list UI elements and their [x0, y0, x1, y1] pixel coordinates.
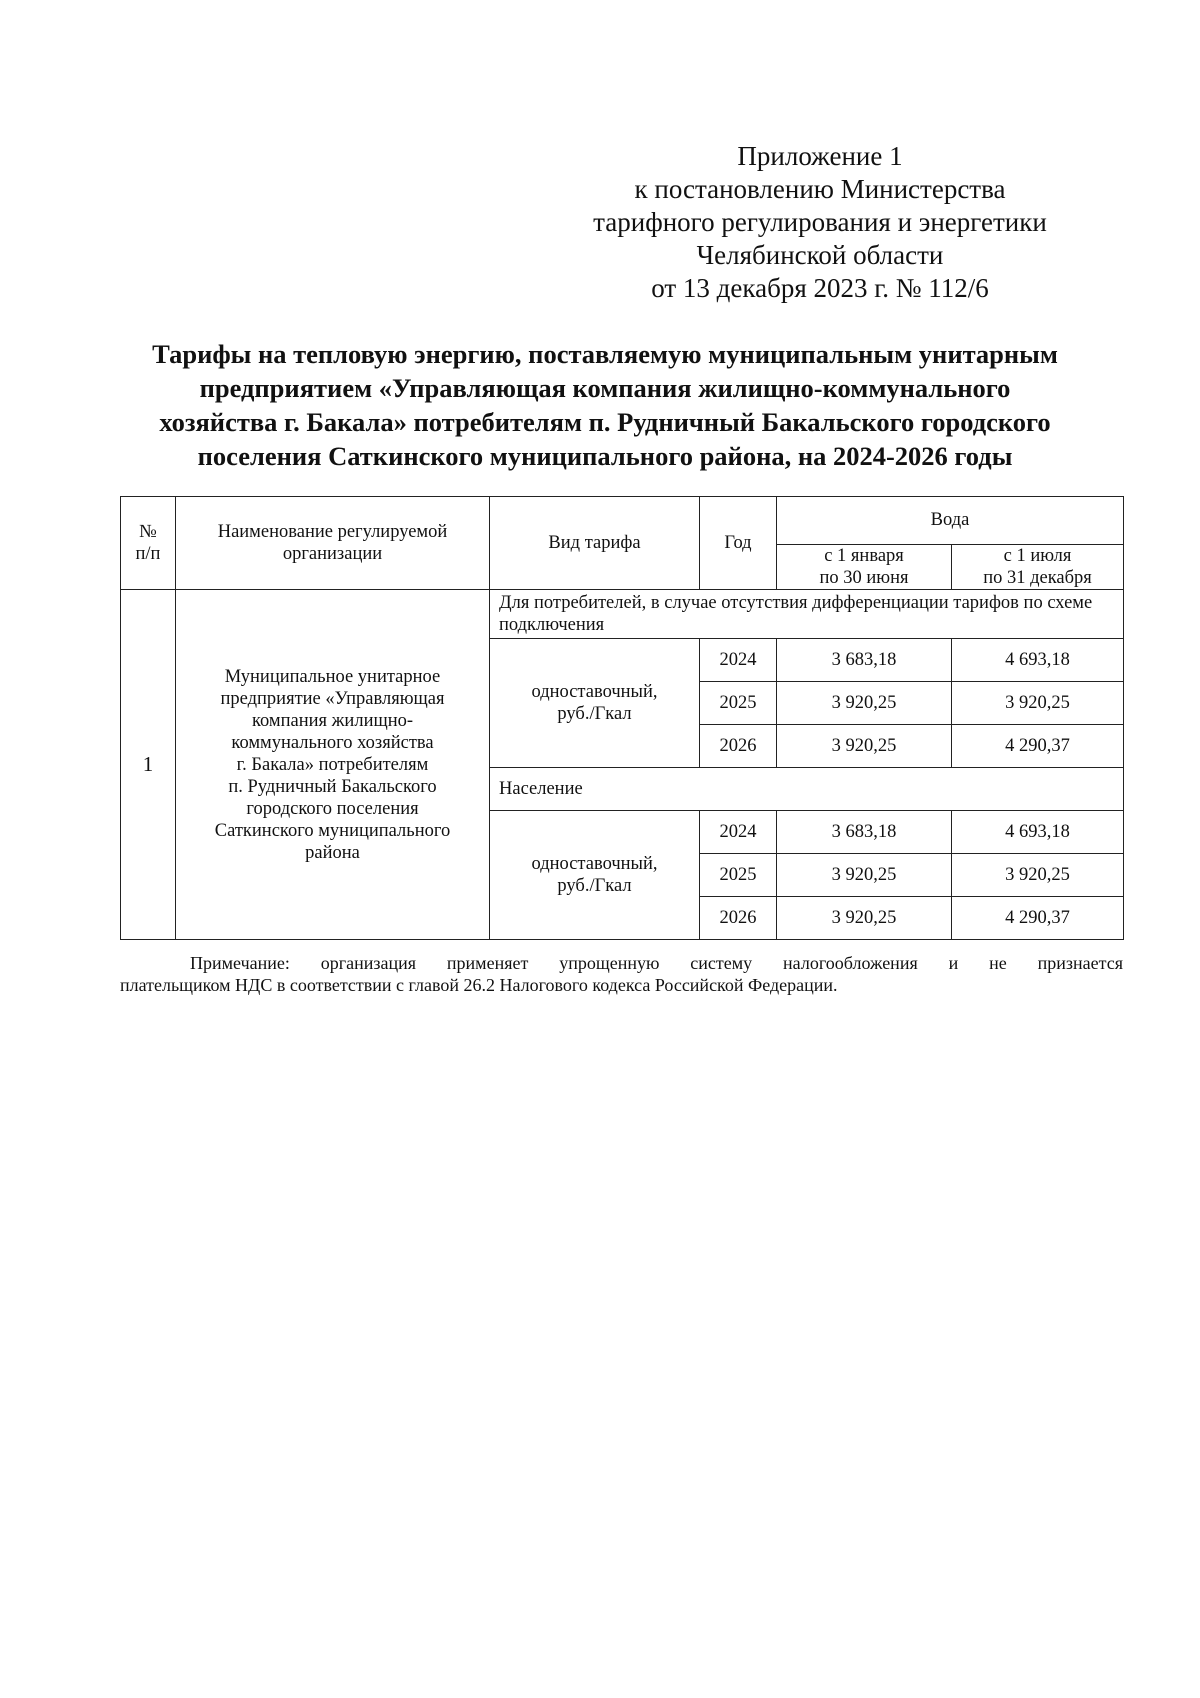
- appendix-block: [580, 140, 1060, 305]
- tariff-h1-cell: 3 920,25: [777, 725, 952, 768]
- appendix-line: Приложение 1: [737, 141, 903, 171]
- table-group-row: [121, 590, 1124, 639]
- year-cell: 2025: [700, 682, 777, 725]
- header-organization: Наименование регулируемой организации: [176, 497, 490, 590]
- title-line: хозяйства г. Бакала» потребителям п. Рудничный Бакальского городского: [159, 406, 1051, 437]
- tariff-h2-cell: 3 920,25: [952, 682, 1124, 725]
- year-cell: 2024: [700, 811, 777, 854]
- tariff-h2-cell: 4 693,18: [952, 639, 1124, 682]
- tariff-h1-cell: 3 920,25: [777, 897, 952, 940]
- appendix-line: Челябинской области: [696, 239, 944, 270]
- footnote-line: плательщиком НДС в соответствии с главой 26.2 Налогового кодекса Российской Федерации.: [120, 974, 838, 995]
- footnote: [120, 953, 1123, 996]
- appendix-line: к постановлению Министерства: [634, 173, 1006, 204]
- appendix-line: от 13 декабря 2023 г. № 112/6: [651, 272, 989, 303]
- header-water: Вода: [777, 497, 1124, 545]
- tariff-h1-cell: 3 920,25: [777, 854, 952, 897]
- header-year: Год: [700, 497, 777, 590]
- table-header-row: [121, 497, 1124, 545]
- organization-name: Муниципальное унитарное предприятие «Управляющая компания жилищно- коммунального хозяйства г. Бакала» потребителям п. Рудничный Бакальского городского поселения Саткинского муниципального района: [176, 590, 490, 940]
- tariff-h2-cell: 4 693,18: [952, 811, 1124, 854]
- year-cell: 2024: [700, 639, 777, 682]
- row-number: 1: [121, 590, 176, 940]
- appendix-line: тарифного регулирования и энергетики: [593, 206, 1047, 237]
- header-number: № п/п: [121, 497, 176, 590]
- tariff-h1-cell: 3 683,18: [777, 639, 952, 682]
- tariff-h1-cell: 3 920,25: [777, 682, 952, 725]
- group-label: Население: [490, 768, 1124, 811]
- tariff-h2-cell: 4 290,37: [952, 897, 1124, 940]
- header-period-1: с 1 января по 30 июня: [777, 545, 952, 590]
- tariff-h2-cell: 3 920,25: [952, 854, 1124, 897]
- tariff-table: [120, 496, 1124, 940]
- header-tariff-type: Вид тарифа: [490, 497, 700, 590]
- tariff-type-cell: одноставочный, руб./Гкал: [490, 639, 700, 768]
- title-line: поселения Саткинского муниципального района, на 2024-2026 годы: [197, 440, 1013, 471]
- footnote-line: Примечание: организация применяет упрощенную систему налогообложения и не признается: [190, 953, 1123, 973]
- tariff-h1-cell: 3 683,18: [777, 811, 952, 854]
- group-label: Для потребителей, в случае отсутствия дифференциации тарифов по схеме подключения: [490, 590, 1124, 639]
- tariff-type-cell: одноставочный, руб./Гкал: [490, 811, 700, 940]
- tariff-h2-cell: 4 290,37: [952, 725, 1124, 768]
- year-cell: 2026: [700, 725, 777, 768]
- header-period-2: с 1 июля по 31 декабря: [952, 545, 1124, 590]
- year-cell: 2026: [700, 897, 777, 940]
- document-title: [110, 338, 1100, 474]
- year-cell: 2025: [700, 854, 777, 897]
- title-line: Тарифы на тепловую энергию, поставляемую муниципальным унитарным: [152, 339, 1058, 369]
- title-line: предприятием «Управляющая компания жилищно-коммунального: [199, 372, 1011, 403]
